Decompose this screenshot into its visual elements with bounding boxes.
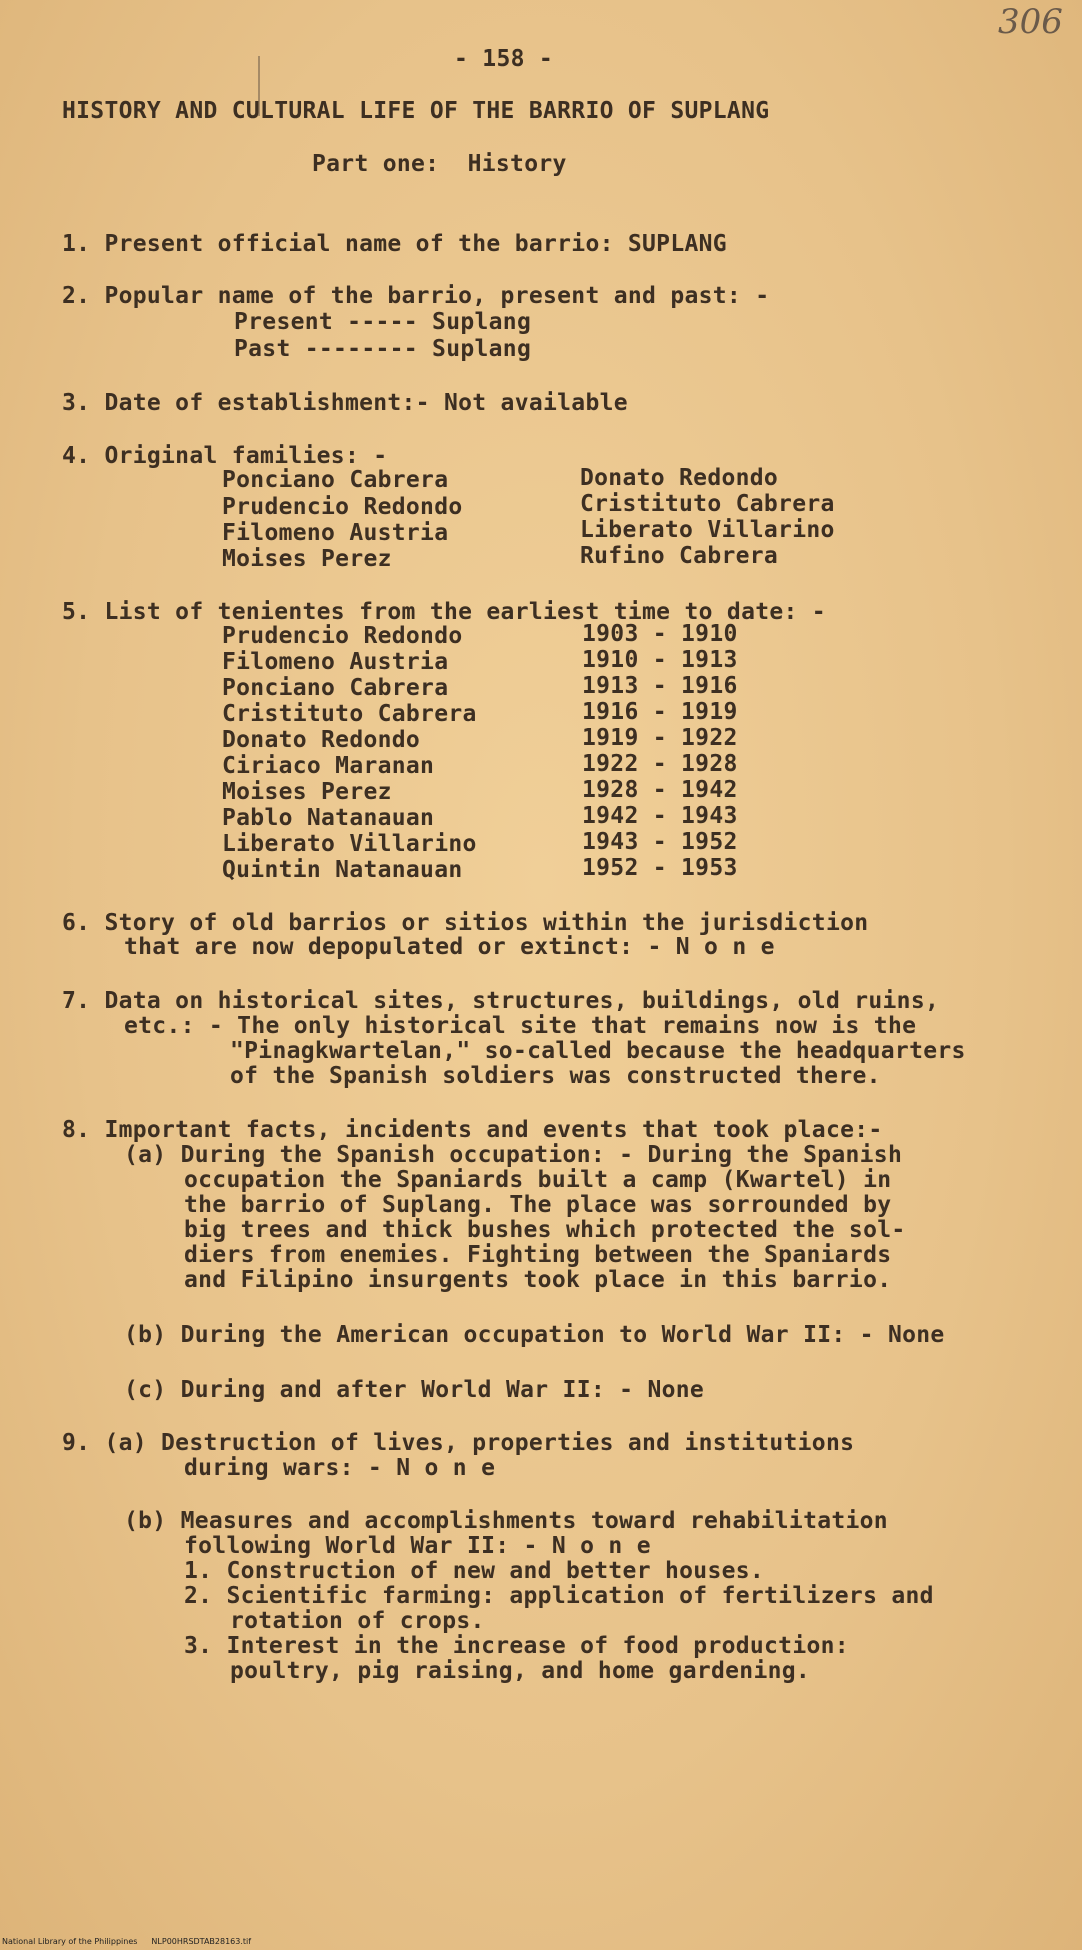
page-number: - 158 -: [454, 46, 554, 72]
document-title: HISTORY AND CULTURAL LIFE OF THE BARRIO OF SUPLANG: [62, 98, 770, 124]
teniente-name: Prudencio Redondo: [222, 623, 463, 649]
item-7: 7. Data on historical sites, structures, buildings, old ruins,: [62, 988, 940, 1014]
handwritten-page-number: 306: [998, 2, 1063, 42]
item-1: 1. Present official name of the barrio: SUPLANG: [62, 231, 727, 257]
teniente-years: 1922 - 1928: [582, 751, 738, 777]
teniente-years: 1916 - 1919: [582, 699, 738, 725]
item-9b-cont: following World War II: - N o n e: [184, 1533, 651, 1559]
teniente-years: 1943 - 1952: [582, 829, 738, 855]
teniente-name: Liberato Villarino: [222, 831, 477, 857]
item-7-cont: etc.: - The only historical site that remains now is the: [124, 1013, 917, 1039]
item-9a: 9. (a) Destruction of lives, properties and institutions: [62, 1430, 855, 1456]
teniente-name: Ponciano Cabrera: [222, 675, 449, 701]
family-name: Filomeno Austria: [222, 520, 449, 546]
item-4: 4. Original families: -: [62, 443, 388, 469]
item-9b-point-1: 1. Construction of new and better houses.: [184, 1558, 765, 1584]
item-8c: (c) During and after World War II: - None: [124, 1377, 705, 1403]
teniente-years: 1913 - 1916: [582, 673, 738, 699]
item-9b: (b) Measures and accomplishments toward rehabilitation: [124, 1508, 888, 1534]
teniente-years: 1910 - 1913: [582, 647, 738, 673]
item-6-cont: that are now depopulated or extinct: - N o n e: [124, 934, 775, 960]
item-9b-point-3: 3. Interest in the increase of food production:: [184, 1633, 849, 1659]
teniente-name: Filomeno Austria: [222, 649, 449, 675]
teniente-years: 1942 - 1943: [582, 803, 738, 829]
item-7-cont: of the Spanish soldiers was constructed there.: [230, 1063, 881, 1089]
scan-footer: [2, 1937, 265, 1947]
teniente-years: 1952 - 1953: [582, 855, 738, 881]
teniente-name: Cristituto Cabrera: [222, 701, 477, 727]
item-2-past: Past -------- Suplang: [234, 336, 532, 362]
teniente-name: Moises Perez: [222, 779, 392, 805]
item-8a-cont: big trees and thick bushes which protected the sol-: [184, 1217, 906, 1243]
item-9a-cont: during wars: - N o n e: [184, 1455, 496, 1481]
item-8a-cont: and Filipino insurgents took place in this barrio.: [184, 1267, 892, 1293]
item-2-present: Present ----- Suplang: [234, 309, 532, 335]
teniente-name: Pablo Natanauan: [222, 805, 435, 831]
family-name: Ponciano Cabrera: [222, 467, 449, 493]
item-5: 5. List of tenientes from the earliest time to date: -: [62, 599, 826, 625]
teniente-name: Donato Redondo: [222, 727, 421, 753]
item-8a: (a) During the Spanish occupation: - During the Spanish: [124, 1142, 903, 1168]
item-8: 8. Important facts, incidents and events that took place:-: [62, 1117, 883, 1143]
item-9b-point-2-cont: rotation of crops.: [230, 1608, 485, 1634]
family-name: Prudencio Redondo: [222, 494, 463, 520]
teniente-years: 1928 - 1942: [582, 777, 738, 803]
teniente-years: 1903 - 1910: [582, 621, 738, 647]
item-8b: (b) During the American occupation to World War II: - None: [124, 1322, 945, 1348]
part-heading: Part one: History: [312, 151, 567, 177]
item-9b-point-3-cont: poultry, pig raising, and home gardening.: [230, 1658, 811, 1684]
item-8a-cont: the barrio of Suplang. The place was sorrounded by: [184, 1192, 892, 1218]
item-8a-cont: diers from enemies. Fighting between the Spaniards: [184, 1242, 892, 1268]
item-3: 3. Date of establishment:- Not available: [62, 390, 628, 416]
item-2: 2. Popular name of the barrio, present and past: -: [62, 283, 770, 309]
family-name: Moises Perez: [222, 546, 392, 572]
item-7-cont: "Pinagkwartelan," so-called because the headquarters: [230, 1038, 966, 1064]
teniente-name: Ciriaco Maranan: [222, 753, 435, 779]
teniente-name: Quintin Natanauan: [222, 857, 463, 883]
family-name: Liberato Villarino: [580, 517, 835, 543]
teniente-years: 1919 - 1922: [582, 725, 738, 751]
family-name: Donato Redondo: [580, 465, 779, 491]
family-name: Rufino Cabrera: [580, 543, 779, 569]
footer-library: National Library of the Philippines: [2, 1937, 138, 1946]
item-9b-point-2: 2. Scientific farming: application of fertilizers and: [184, 1583, 934, 1609]
item-6: 6. Story of old barrios or sitios within the jurisdiction: [62, 910, 869, 936]
item-8a-cont: occupation the Spaniards built a camp (Kwartel) in: [184, 1167, 892, 1193]
family-name: Cristituto Cabrera: [580, 491, 835, 517]
footer-filename: NLP00HRSDTAB28163.tif: [151, 1937, 252, 1946]
